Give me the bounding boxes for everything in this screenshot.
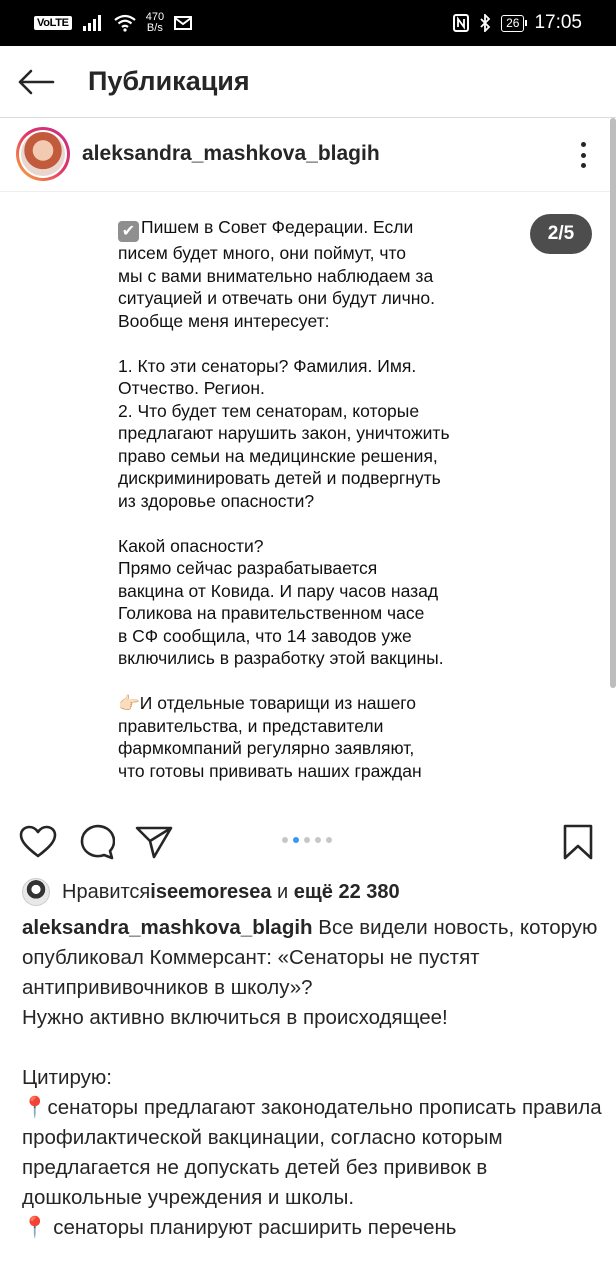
check-mark-icon: ✔ [118, 221, 139, 242]
more-vertical-icon-dot [581, 153, 586, 158]
comment-icon [77, 824, 115, 860]
carousel-dots [282, 837, 332, 843]
heart-icon [19, 825, 57, 859]
status-bar-right [453, 10, 582, 36]
battery-indicator: 26 [501, 15, 524, 32]
back-button[interactable] [14, 62, 58, 102]
wifi-icon [114, 14, 136, 32]
likes-middle: и [271, 880, 294, 903]
liker-avatar [22, 878, 50, 906]
send-icon [135, 825, 173, 859]
bluetooth-icon [479, 14, 491, 32]
avatar-image [21, 132, 65, 176]
avatar-frame [19, 130, 67, 178]
carousel-dot-active [293, 837, 299, 843]
scrollbar[interactable] [610, 118, 616, 688]
page-title: Публикация [88, 66, 250, 96]
carousel-dot [315, 837, 321, 843]
slide-content [118, 216, 508, 782]
volte-badge: VoLTE [34, 16, 72, 30]
avatar[interactable] [16, 127, 70, 181]
post-header [0, 118, 616, 192]
more-vertical-icon-dot [581, 163, 586, 168]
network-speed-unit: B/s [146, 22, 163, 34]
post-username[interactable]: aleksandra_mashkova_blagih [82, 142, 380, 165]
carousel-dot [304, 837, 310, 843]
signal-icon [82, 14, 104, 32]
network-speed [146, 12, 164, 34]
post-actions [0, 812, 616, 872]
status-bar [0, 0, 616, 46]
app-header [0, 46, 616, 118]
status-time: 17:05 [534, 12, 582, 33]
caption-username[interactable]: aleksandra_mashkova_blagih [22, 916, 313, 939]
like-button[interactable] [18, 822, 58, 862]
status-bar-left [34, 10, 192, 36]
caption-intro: Все видели новость, которую опубликовал Коммерсант: «Сенаторы не пустят антипрививочников в школу»? Нужно активно включиться в происходящее! Цитирую: [22, 916, 598, 1089]
liker-username[interactable]: iseemoresea [150, 880, 272, 903]
more-vertical-icon [581, 142, 586, 147]
save-button[interactable] [558, 822, 598, 862]
nfc-icon [453, 14, 469, 32]
carousel-dot [282, 837, 288, 843]
post-caption [22, 913, 602, 1243]
bookmark-icon [562, 824, 594, 860]
slide-counter: 2/5 [530, 214, 592, 254]
caption-point-2: сенаторы планируют расширить перечень [47, 1216, 457, 1239]
arrow-left-icon [17, 69, 55, 95]
share-button[interactable] [134, 822, 174, 862]
carousel-dot [326, 837, 332, 843]
caption-point-1: сенаторы предлагают законодательно прописать правила профилактической вакцинации, согласно которым предлагается не допускать детей без прививок в дошкольные учреждения и школы. [22, 1096, 602, 1209]
likes-count[interactable]: ещё 22 380 [293, 880, 400, 903]
likes-prefix: Нравится [62, 880, 151, 903]
network-speed-value: 470 [145, 11, 165, 23]
comment-button[interactable] [76, 822, 116, 862]
slide-text: Пишем в Совет Федерации. Если писем будет много, они поймут, что мы с вами внимательно наблюдаем за ситуацией и отвечать они будут лично. Вообще меня интересует: 1. Кто эти сенаторы? Фамилия. Имя. Отчество. Регион. 2. Что будет тем сенаторам, которые предлагают нарушить закон, уничтожить право семьи на медицинские решения, дискриминировать детей и подвергнуть из здоровье опасности? Какой опасности? Прямо сейчас разрабатывается вакцина от Ковида. И пару часов назад Голикова на правительственном часе в СФ сообщила, что 14 заводов уже включились в разработку этой вакцины. 👉🏻И отдельные товарищи из нашего правительства, и представители фармкомпаний регулярно заявляют, что готовы прививать наших граждан [118, 217, 450, 781]
post-carousel[interactable] [0, 192, 610, 802]
likes-row[interactable] [22, 877, 400, 907]
mail-icon [174, 15, 192, 31]
pin-icon-2: 📍 [22, 1216, 48, 1239]
pin-icon: 📍 [22, 1096, 48, 1119]
more-options-button[interactable] [570, 138, 596, 172]
